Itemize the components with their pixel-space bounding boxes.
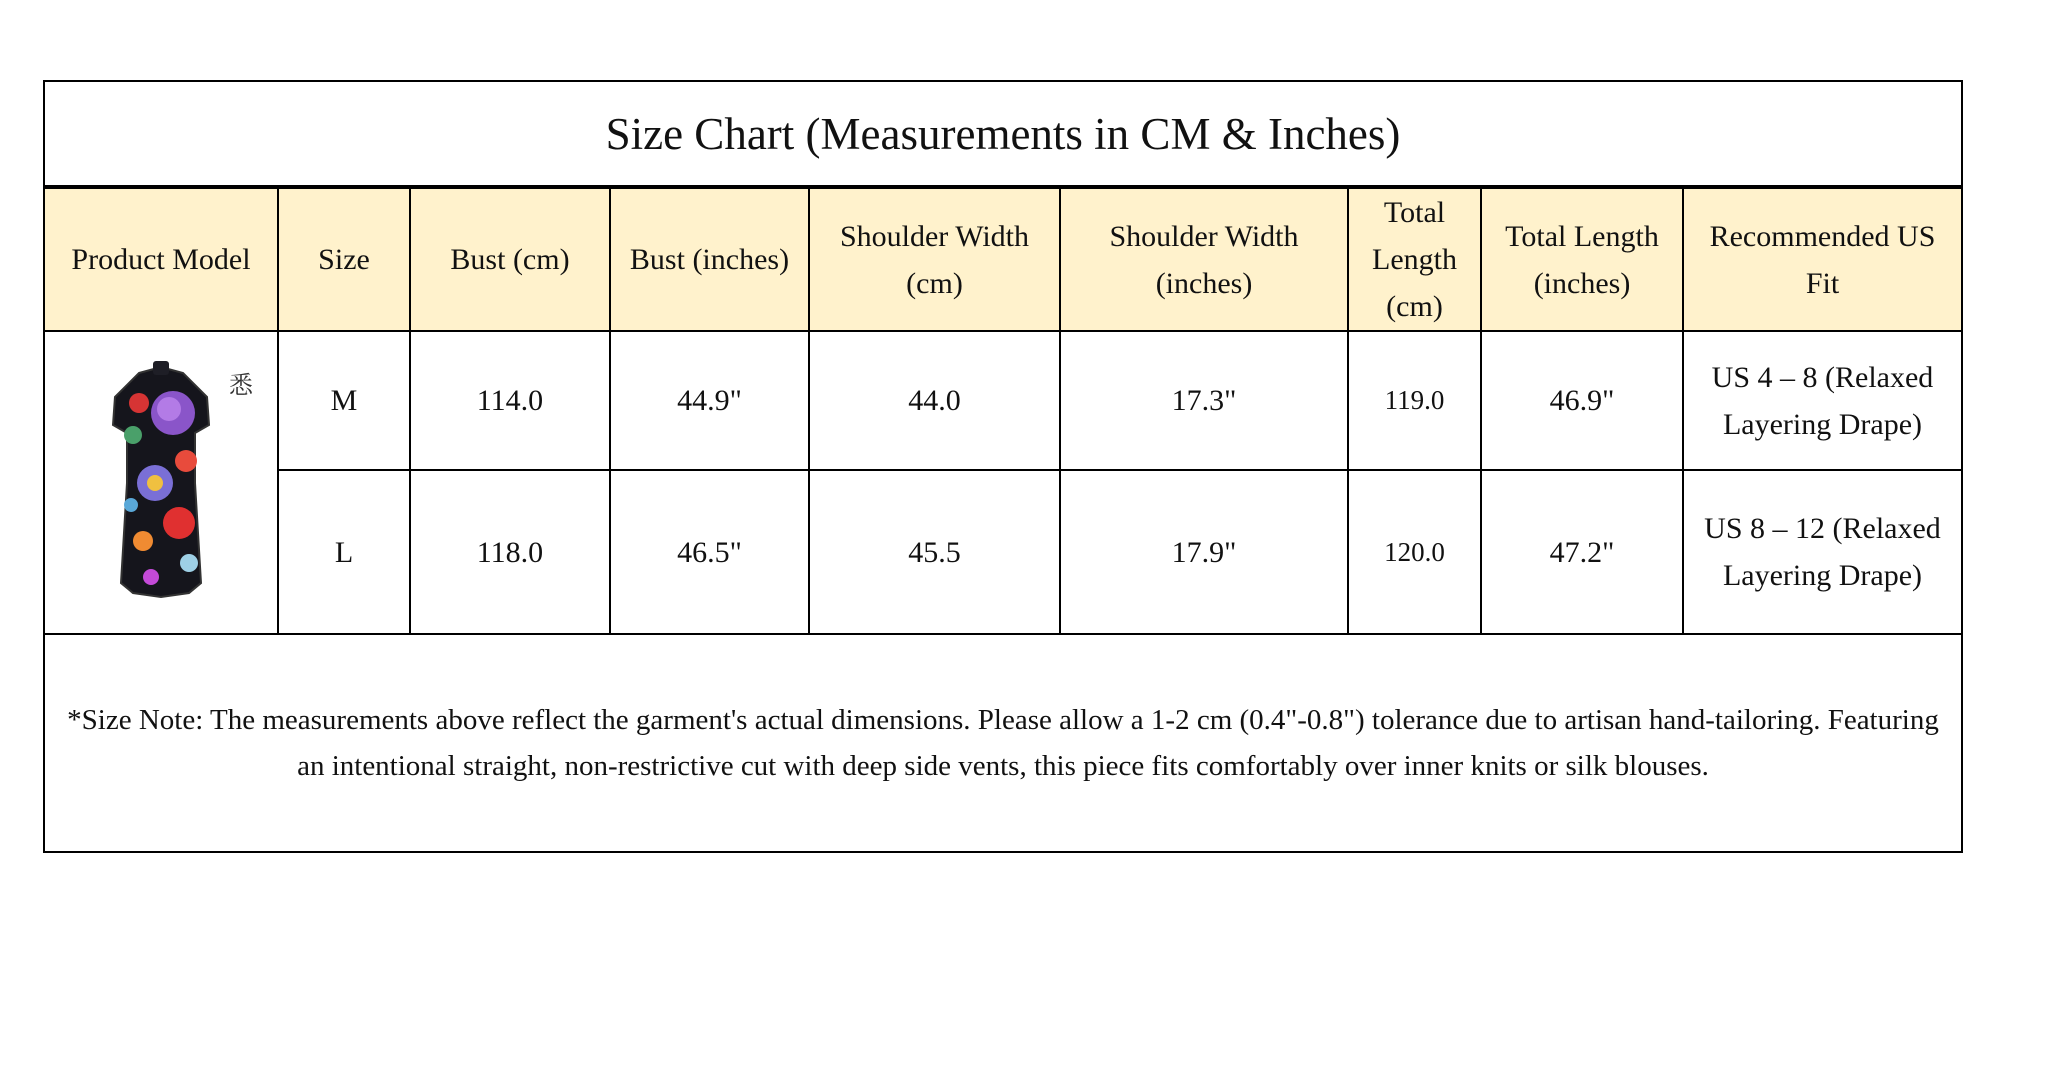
cell-bust-cm: 114.0 <box>410 331 610 470</box>
cell-shoulder-inches: 17.3" <box>1060 331 1348 470</box>
chart-title: Size Chart (Measurements in CM & Inches) <box>45 82 1961 187</box>
cell-length-inches: 46.9" <box>1481 331 1683 470</box>
size-note <box>45 633 1961 853</box>
cell-bust-cm: 118.0 <box>410 470 610 634</box>
header-length-inches: Total Length (inches) <box>1481 188 1683 331</box>
cell-length-cm: 120.0 <box>1348 470 1481 634</box>
header-shoulder-cm: Shoulder Width (cm) <box>809 188 1060 331</box>
product-image-cell <box>45 331 278 634</box>
cell-us-fit: US 4 – 8 (Relaxed Layering Drape) <box>1683 331 1961 470</box>
table-row <box>45 331 1961 470</box>
header-us-fit: Recommended US Fit <box>1683 188 1961 331</box>
size-note-text: *Size Note: The measurements above reflect the garment's actual dimensions. Please allow a 1-2 cm (0.4"-0.8") tolerance due to artisan hand-tailoring. Featuring an intentional straight, non-restrictive cut with deep side vents, this piece fits comfortably over inner knits or silk blouses. <box>67 704 1939 782</box>
cell-size: L <box>278 470 410 634</box>
cell-bust-inches: 44.9" <box>610 331 809 470</box>
product-dress-image <box>61 353 261 613</box>
header-shoulder-inches: Shoulder Width (inches) <box>1060 188 1348 331</box>
cell-shoulder-cm: 45.5 <box>809 470 1060 634</box>
cell-length-cm: 119.0 <box>1348 331 1481 470</box>
header-length-cm: Total Length (cm) <box>1348 188 1481 331</box>
cell-shoulder-cm: 44.0 <box>809 331 1060 470</box>
header-product-model: Product Model <box>45 188 278 331</box>
header-size: Size <box>278 188 410 331</box>
cell-bust-inches: 46.5" <box>610 470 809 634</box>
cell-length-inches: 47.2" <box>1481 470 1683 634</box>
header-bust-inches: Bust (inches) <box>610 188 809 331</box>
size-chart <box>43 80 1963 853</box>
cell-shoulder-inches: 17.9" <box>1060 470 1348 634</box>
header-bust-cm: Bust (cm) <box>410 188 610 331</box>
seal-mark: 悉 <box>229 370 253 399</box>
cell-us-fit: US 8 – 12 (Relaxed Layering Drape) <box>1683 470 1961 634</box>
header-row <box>45 188 1961 331</box>
table-row <box>45 470 1961 634</box>
cell-size: M <box>278 331 410 470</box>
size-table <box>45 187 1961 635</box>
